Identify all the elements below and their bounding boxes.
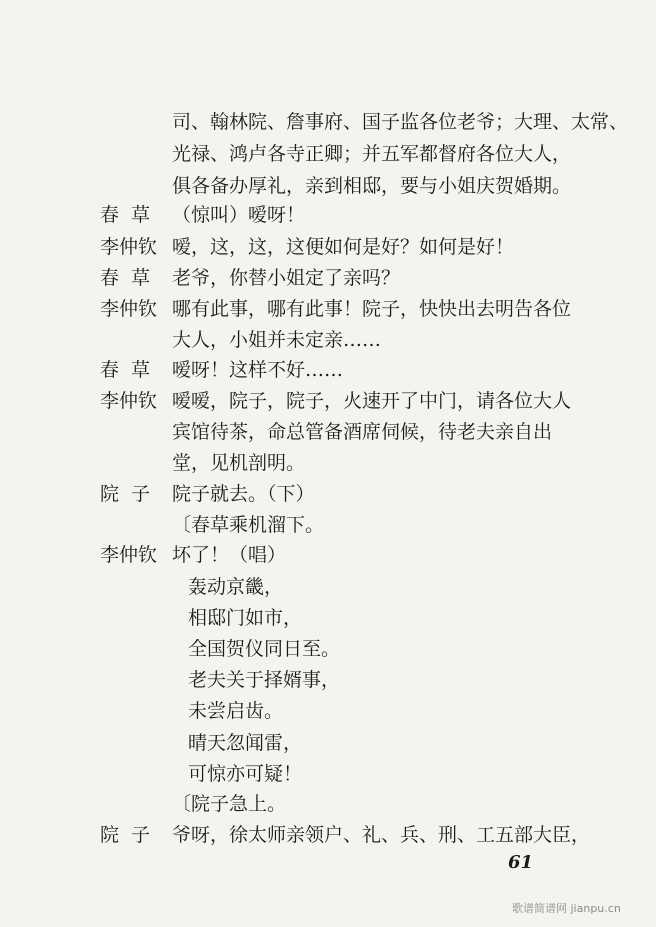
dialogue-line: 大人，小姐并未定亲…… xyxy=(172,329,382,351)
speaker-label: 李仲钦 xyxy=(100,390,158,412)
verse-line: 相邸门如市， xyxy=(188,607,303,629)
verse-line: 轰动京畿， xyxy=(188,576,284,598)
dialogue-line: 嗳嗳，院子，院子，火速开了中门，请各位大人 xyxy=(172,390,572,412)
dialogue-line: （惊叫）嗳呀！ xyxy=(172,204,306,226)
dialogue-line: 院子就去。（下） xyxy=(172,483,315,505)
verse-line: 可惊亦可疑！ xyxy=(188,763,303,785)
text-line: 司、翰林院、詹事府、国子监各位老爷；大理、太常、 xyxy=(172,111,629,133)
speaker-label: 李仲钦 xyxy=(100,298,158,320)
dialogue-line: 堂，见机剖明。 xyxy=(172,452,306,474)
speaker-label: 院子 xyxy=(100,483,163,505)
dialogue-line: 爷呀，徐太师亲领户、礼、兵、刑、工五部大臣， xyxy=(172,824,591,846)
verse-line: 全国贺仪同日至。 xyxy=(188,638,341,660)
dialogue-line: 宾馆待茶，命总管备酒席伺候，待老夫亲自出 xyxy=(172,421,553,443)
speaker-label: 春草 xyxy=(100,204,163,226)
verse-line: 晴天忽闻雷， xyxy=(188,732,303,754)
site-watermark: 歌谱简谱网 jianpu.cn xyxy=(512,902,621,915)
dialogue-line: 嗳呀！这样不好…… xyxy=(172,359,344,381)
dialogue-line: 嗳，这，这，这便如何是好？如何是好！ xyxy=(172,236,515,258)
dialogue-line: 老爷，你替小姐定了亲吗？ xyxy=(172,267,401,289)
speaker-label: 院子 xyxy=(100,824,163,846)
stage-direction: 〔春草乘机溜下。 xyxy=(172,514,325,536)
page-number: 61 xyxy=(508,852,534,873)
speaker-label: 李仲钦 xyxy=(100,544,158,566)
text-line: 光禄、鸿卢各寺正卿；并五军都督府各位大人， xyxy=(172,143,572,165)
dialogue-line: 坏了！（唱） xyxy=(172,544,287,566)
stage-direction: 〔院子急上。 xyxy=(172,793,287,815)
speaker-label: 春草 xyxy=(100,359,163,381)
speaker-label: 李仲钦 xyxy=(100,236,158,258)
text-line: 俱各备办厚礼，亲到相邸，要与小姐庆贺婚期。 xyxy=(172,175,572,197)
verse-line: 未尝启齿。 xyxy=(188,700,284,722)
speaker-label: 春草 xyxy=(100,267,163,289)
dialogue-line: 哪有此事，哪有此事！院子，快快出去明告各位 xyxy=(172,298,572,320)
verse-line: 老夫关于择婿事， xyxy=(188,669,341,691)
